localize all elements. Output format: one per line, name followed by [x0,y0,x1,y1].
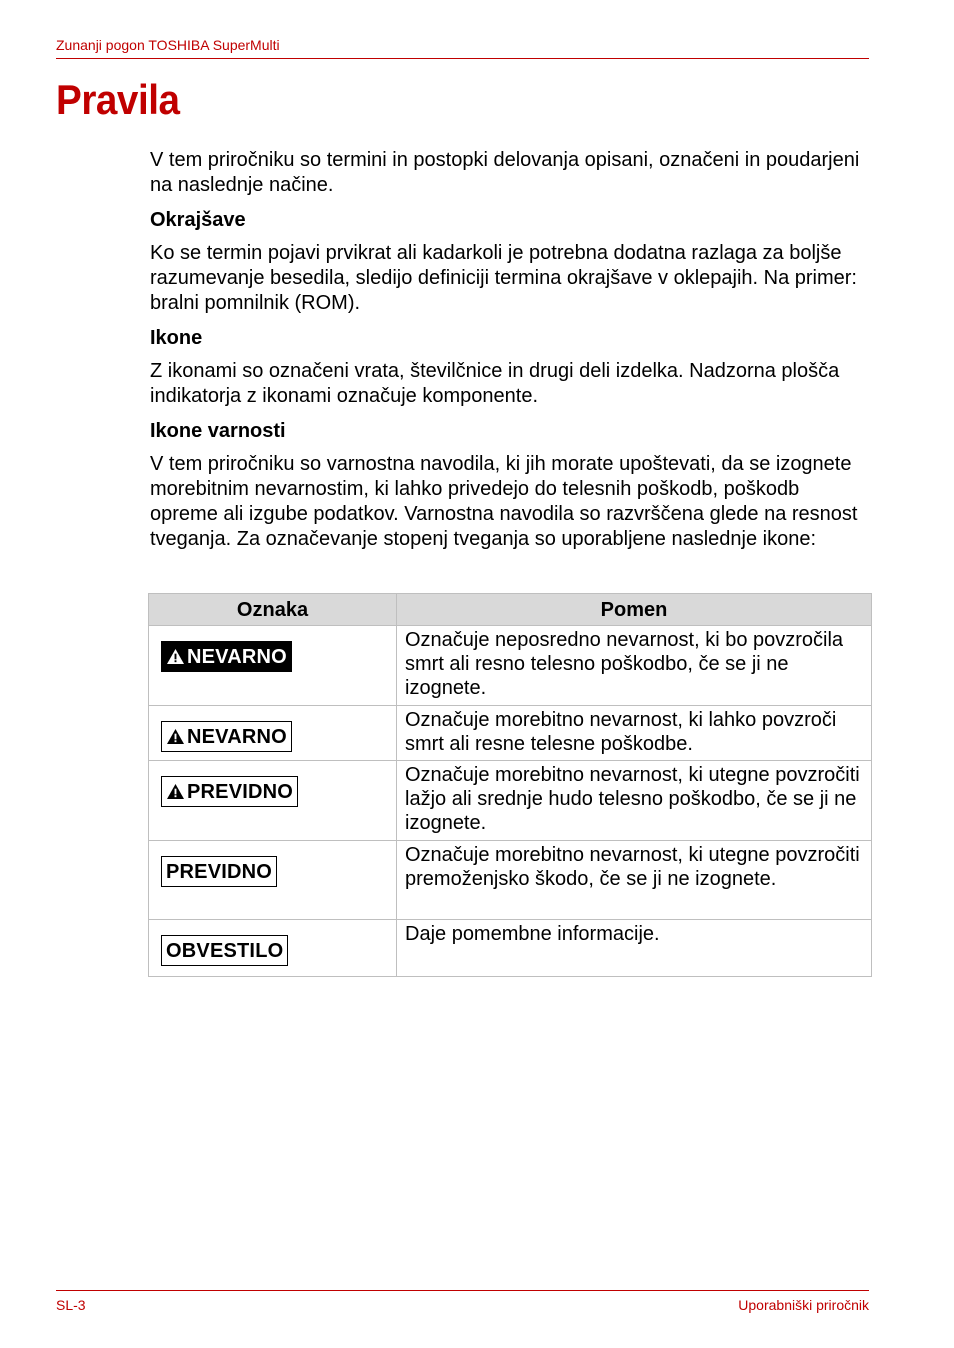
table-row [149,706,872,761]
section-heading-okrajsave: Okrajšave [150,209,246,231]
signal-badge-caution-property [161,856,277,887]
signal-badge-notice [161,935,288,966]
section-body-okrajsave: Ko se termin pojavi prvikrat ali kadarkoli je potrebna dodatna razlaga za boljše razumevanje besedila, sledijo definiciji termina okrajšave v oklepajih. Na primer: bralni pomnilnik (ROM). [150,242,857,314]
table-header-row [149,594,872,626]
column-header-pomen: Pomen [397,594,872,626]
section-body-ikone: Z ikonami so označeni vrata, številčnice in drugi deli izdelka. Nadzorna plošča indikatorja z ikonami označuje komponente. [150,360,840,407]
section-body-ikone-varnosti: V tem priročniku so varnostna navodila, ki jih morate upoštevati, da se izognete morebitnim nevarnostim, ki lahko privedejo do telesnih poškodb, poškodb opreme ali izgube podatkov. Varnostna navodila so razvrščena glede na resnost tveganja. Za označevanje stopenj tveganja so uporabljene naslednje ikone: [150,453,858,550]
signal-label: NEVARNO [187,646,287,668]
description-cell: Označuje morebitno nevarnost, ki lahko povzroči smrt ali resne telesne poškodbe. [397,706,872,761]
warning-triangle-icon [166,783,185,800]
table-row [149,761,872,841]
safety-signal-table [148,593,872,977]
signal-label: PREVIDNO [187,781,294,803]
signal-label: PREVIDNO [166,861,273,883]
section-heading-ikone: Ikone [150,327,203,349]
warning-triangle-icon [166,728,185,745]
footer-rule [56,1290,869,1291]
signal-label: NEVARNO [187,726,287,748]
running-header-title: Zunanji pogon TOSHIBA SuperMulti [56,37,280,53]
signal-label: OBVESTILO [166,940,284,962]
column-header-oznaka: Oznaka [149,594,397,626]
footer-manual-title: Uporabniški priročnik [738,1297,869,1313]
label-cell [149,626,397,706]
description-cell: Daje pomembne informacije. [397,920,872,977]
intro-paragraph: V tem priročniku so termini in postopki delovanja opisani, označeni in poudarjeni na naslednje načine. [150,149,860,196]
description-cell: Označuje morebitno nevarnost, ki utegne povzročiti premoženjsko škodo, če se ji ne izognete. [397,841,872,920]
label-cell [149,761,397,841]
label-cell [149,920,397,977]
description-cell: Označuje morebitno nevarnost, ki utegne povzročiti lažjo ali srednje hudo telesno poškodbo, če se ji ne izognete. [397,761,872,841]
label-cell [149,706,397,761]
description-cell: Označuje neposredno nevarnost, ki bo povzročila smrt ali resno telesno poškodbo, če se ji ne izognete. [397,626,872,706]
section-heading-ikone-varnosti: Ikone varnosti [150,420,286,442]
main-content [150,148,872,562]
signal-badge-warning [161,721,292,752]
signal-badge-danger [161,641,292,672]
header-rule [56,58,869,59]
table-row [149,626,872,706]
table-row [149,841,872,920]
label-cell [149,841,397,920]
signal-badge-caution [161,776,298,807]
warning-triangle-icon [166,648,185,665]
page-number: SL-3 [56,1297,86,1313]
table-row [149,920,872,977]
page-title: Pravila [56,76,180,123]
